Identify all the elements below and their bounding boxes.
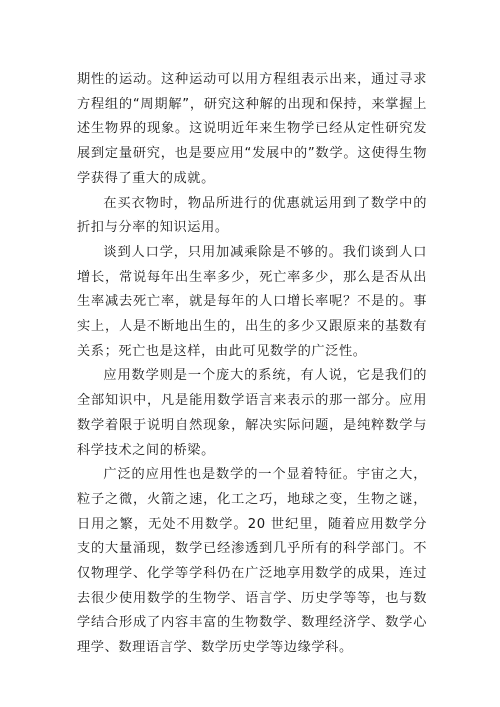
paragraph-applied-math: 应用数学则是一个庞大的系统，有人说，它是我们的全部知识中，凡是能用数学语言来表示的那一部分。应用数学着限于说明自然现象，解决实际问题，是纯粹数学与科学技术之间的桥梁。 bbox=[77, 368, 427, 458]
paragraph-demography: 谈到人口学，只用加减乘除是不够的。我们谈到人口增长，常说每年出生率多少，死亡率多少，那么是否从出生率减去死亡率，就是每年的人口增长率呢？不是的。事实上，人是不断地出生的，出生的多少又跟原来的基数有关系；死亡也是这样，由此可见数学的广泛性。 bbox=[77, 244, 427, 359]
body-text bbox=[77, 68, 427, 661]
paragraph-wide-application: 广泛的应用性也是数学的一个显着特征。宇宙之大，粒子之微，火箭之速，化工之巧，地球之变，生物之谜，日用之繁，无处不用数学。20 世纪里，随着应用数学分支的大量涌现，数学已经渗透到几乎所有的科学部门。不仅物理学、化学等学科仍在广泛地享用数学的成果，连过去很少使用数学的生物学、语言学、历史学等等，也与数学结合形成了内容丰富的生物数学、数理经济学、数学心理学、数理语言学、数学历史学等边缘学科。 bbox=[77, 467, 427, 656]
paragraph-periodic-motion: 期性的运动。这种运动可以用方程组表示出来，通过寻求方程组的“周期解”，研究这种解的出现和保持，来掌握上述生物界的现象。这说明近年来生物学已经从定性研究发展到定量研究，也是要应用“发展中的”数学。这使得生物学获得了重大的成就。 bbox=[77, 72, 427, 186]
paragraph-clothes-discount: 在买衣物时，物品所进行的优惠就运用到了数学中的折扣与分率的知识运用。 bbox=[77, 195, 427, 236]
